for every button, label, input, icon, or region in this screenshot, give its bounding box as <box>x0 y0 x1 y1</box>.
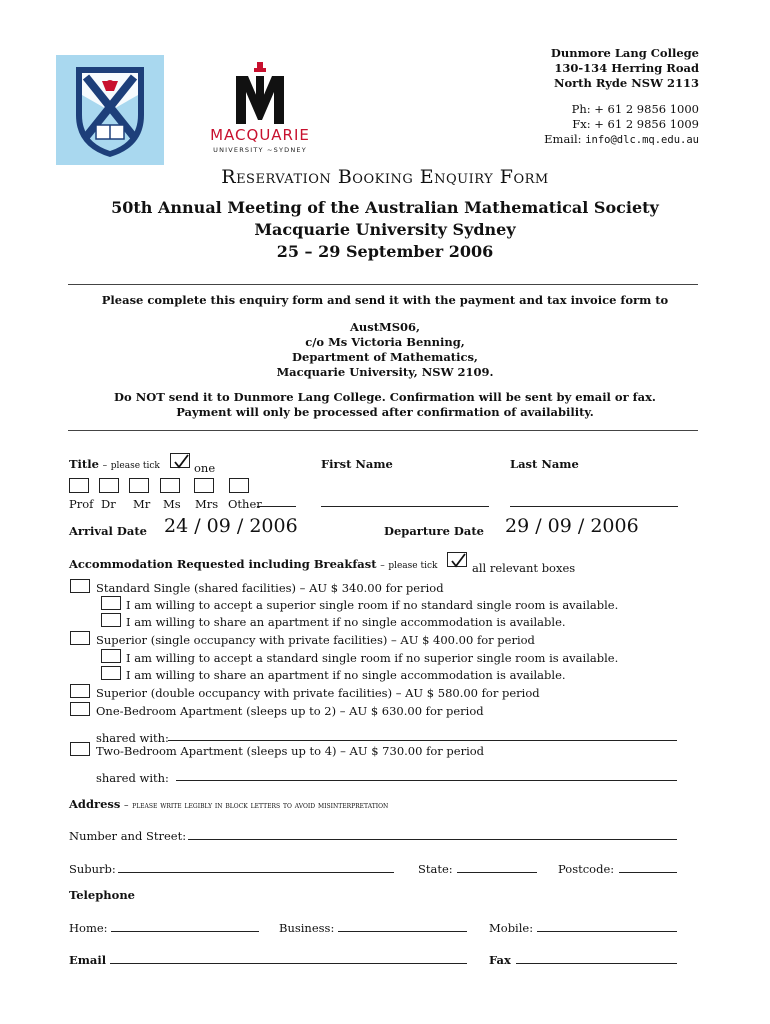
college-fax: Fx: + 61 2 9856 1009 <box>572 117 699 131</box>
postcode-field[interactable] <box>619 872 677 873</box>
superior-single-label: Superior (single occupancy with private facilities) – AU $ 400.00 for period <box>96 633 535 647</box>
standard-single-checkbox[interactable] <box>70 579 90 593</box>
street-label: Number and Street: <box>69 829 187 843</box>
title-heading <box>69 457 160 471</box>
superior-double-label: Superior (double occupancy with private facilities) – AU $ 580.00 for period <box>96 686 540 700</box>
title-checkbox-other[interactable] <box>229 478 249 493</box>
home-phone-label: Home: <box>69 921 108 935</box>
macquarie-subtitle: UNIVERSITY ~SYDNEY <box>213 146 307 154</box>
title-checkbox-dr[interactable] <box>99 478 119 493</box>
state-field[interactable] <box>457 872 537 873</box>
address-label: Address <box>69 797 121 811</box>
title-checkbox-ms[interactable] <box>160 478 180 493</box>
mailing-address-4: Macquarie University, NSW 2109. <box>276 365 494 379</box>
title-checkbox-mrs[interactable] <box>194 478 214 493</box>
last-name-label: Last Name <box>510 457 579 471</box>
macquarie-logo <box>200 62 320 162</box>
event-title <box>0 197 770 263</box>
superior-opt1-checkbox[interactable] <box>101 649 121 663</box>
business-phone-field[interactable] <box>338 931 467 932</box>
mobile-phone-label: Mobile: <box>489 921 534 935</box>
college-suburb: North Ryde NSW 2113 <box>553 76 699 90</box>
title-option-prof: Prof <box>69 497 94 511</box>
street-field[interactable] <box>188 839 677 840</box>
address-dash: – <box>124 801 129 811</box>
tick-example-icon <box>170 453 190 468</box>
superior-opt1-label: I am willing to accept a standard single room if no superior single room is available. <box>126 651 619 665</box>
event-line-3: 25 – 29 September 2006 <box>276 242 494 261</box>
suburb-field[interactable] <box>118 872 394 873</box>
college-phone: Ph: + 61 2 9856 1000 <box>571 102 699 116</box>
college-name: Dunmore Lang College <box>550 46 699 60</box>
standard-opt1-label: I am willing to accept a superior single room if no standard single room is available. <box>126 598 619 612</box>
accommodation-all-relevant: all relevant boxes <box>472 561 576 575</box>
event-line-1: 50th Annual Meeting of the Australian Mathematical Society <box>111 198 659 217</box>
standard-opt2-label: I am willing to share an apartment if no single accommodation is available. <box>126 615 566 629</box>
title-please-tick: please tick <box>110 461 160 471</box>
two-bedroom-checkbox[interactable] <box>70 742 90 756</box>
college-email[interactable]: info@dlc.mq.edu.au <box>585 134 699 146</box>
superior-opt2-checkbox[interactable] <box>101 666 121 680</box>
accommodation-heading <box>69 557 437 571</box>
two-bedroom-label: Two-Bedroom Apartment (sleeps up to 4) – AU $ 730.00 for period <box>96 744 485 758</box>
warning-line-2: Payment will only be processed after confirmation of availability. <box>176 405 594 419</box>
tick-example-icon <box>447 552 467 567</box>
one-bedroom-checkbox[interactable] <box>70 702 90 716</box>
standard-opt1-checkbox[interactable] <box>101 596 121 610</box>
one-bedroom-shared-field[interactable] <box>168 740 677 741</box>
warning-line-1: Do NOT send it to Dunmore Lang College. Confirmation will be sent by email or fax. <box>114 390 656 404</box>
home-phone-field[interactable] <box>111 931 259 932</box>
college-contact <box>544 102 699 148</box>
departure-date-label: Departure Date <box>384 524 484 538</box>
accommodation-please-tick: please tick <box>388 561 438 571</box>
last-name-field[interactable] <box>510 506 678 507</box>
email-label: Email <box>69 953 107 967</box>
title-one: one <box>194 461 216 475</box>
instructions-intro: Please complete this enquiry form and send it with the payment and tax invoice form to <box>101 293 669 307</box>
title-checkbox-mr[interactable] <box>129 478 149 493</box>
mobile-phone-field[interactable] <box>537 931 677 932</box>
accommodation-label: Accommodation Requested including Breakfast <box>69 557 377 571</box>
business-phone-label: Business: <box>279 921 335 935</box>
one-bedroom-label: One-Bedroom Apartment (sleeps up to 2) – AU $ 630.00 for period <box>96 704 484 718</box>
first-name-field[interactable] <box>321 506 489 507</box>
title-option-ms: Ms <box>163 497 181 511</box>
college-address <box>551 46 699 91</box>
mailing-address-1: AustMS06, <box>349 320 421 334</box>
accommodation-dash: – <box>380 561 385 571</box>
mailing-address-2: c/o Ms Victoria Benning, <box>305 335 465 349</box>
mailing-address-3: Department of Mathematics, <box>292 350 478 364</box>
event-line-2: Macquarie University Sydney <box>254 220 516 239</box>
divider-middle <box>68 430 698 431</box>
title-checkbox-prof[interactable] <box>69 478 89 493</box>
address-note: please write legibly in block letters to avoid misinterpretation <box>132 801 389 811</box>
arrival-date-label: Arrival Date <box>69 524 147 538</box>
superior-opt2-label: I am willing to share an apartment if no single accommodation is available. <box>126 668 566 682</box>
suburb-label: Suburb: <box>69 862 116 876</box>
first-name-label: First Name <box>321 457 393 471</box>
title-option-mr: Mr <box>133 497 151 511</box>
fax-field[interactable] <box>516 963 677 964</box>
email-field[interactable] <box>110 963 467 964</box>
college-email-label: Email: <box>544 132 582 146</box>
college-shield-logo <box>56 55 164 165</box>
arrival-date-value[interactable]: 24 / 09 / 2006 <box>164 515 298 537</box>
postcode-label: Postcode: <box>558 862 615 876</box>
mailing-address <box>0 320 770 380</box>
shield-icon <box>56 55 164 165</box>
title-option-other: Other <box>228 497 262 511</box>
title-label: Title <box>69 457 99 471</box>
title-option-mrs: Mrs <box>195 497 219 511</box>
one-bedroom-shared-label: shared with: <box>96 731 169 745</box>
title-other-field[interactable] <box>257 506 296 507</box>
address-heading <box>69 797 388 811</box>
standard-single-label: Standard Single (shared facilities) – AU $ 340.00 for period <box>96 581 444 595</box>
macquarie-wordmark: MACQUARIE <box>210 126 310 144</box>
warning-text <box>0 390 770 420</box>
superior-double-checkbox[interactable] <box>70 684 90 698</box>
title-dash: – <box>102 461 108 471</box>
two-bedroom-shared-field[interactable] <box>176 780 677 781</box>
departure-date-value[interactable]: 29 / 09 / 2006 <box>505 515 639 537</box>
two-bedroom-shared-label: shared with: <box>96 771 169 785</box>
college-street: 130-134 Herring Road <box>554 61 699 75</box>
standard-opt2-checkbox[interactable] <box>101 613 121 627</box>
lighthouse-m-icon <box>200 62 320 132</box>
fax-label: Fax <box>489 953 511 967</box>
title-option-dr: Dr <box>101 497 116 511</box>
telephone-heading: Telephone <box>69 888 135 902</box>
superior-single-checkbox[interactable] <box>70 631 90 645</box>
state-label: State: <box>418 862 453 876</box>
divider-top <box>68 284 698 285</box>
form-title: Reservation Booking Enquiry Form <box>221 166 549 188</box>
